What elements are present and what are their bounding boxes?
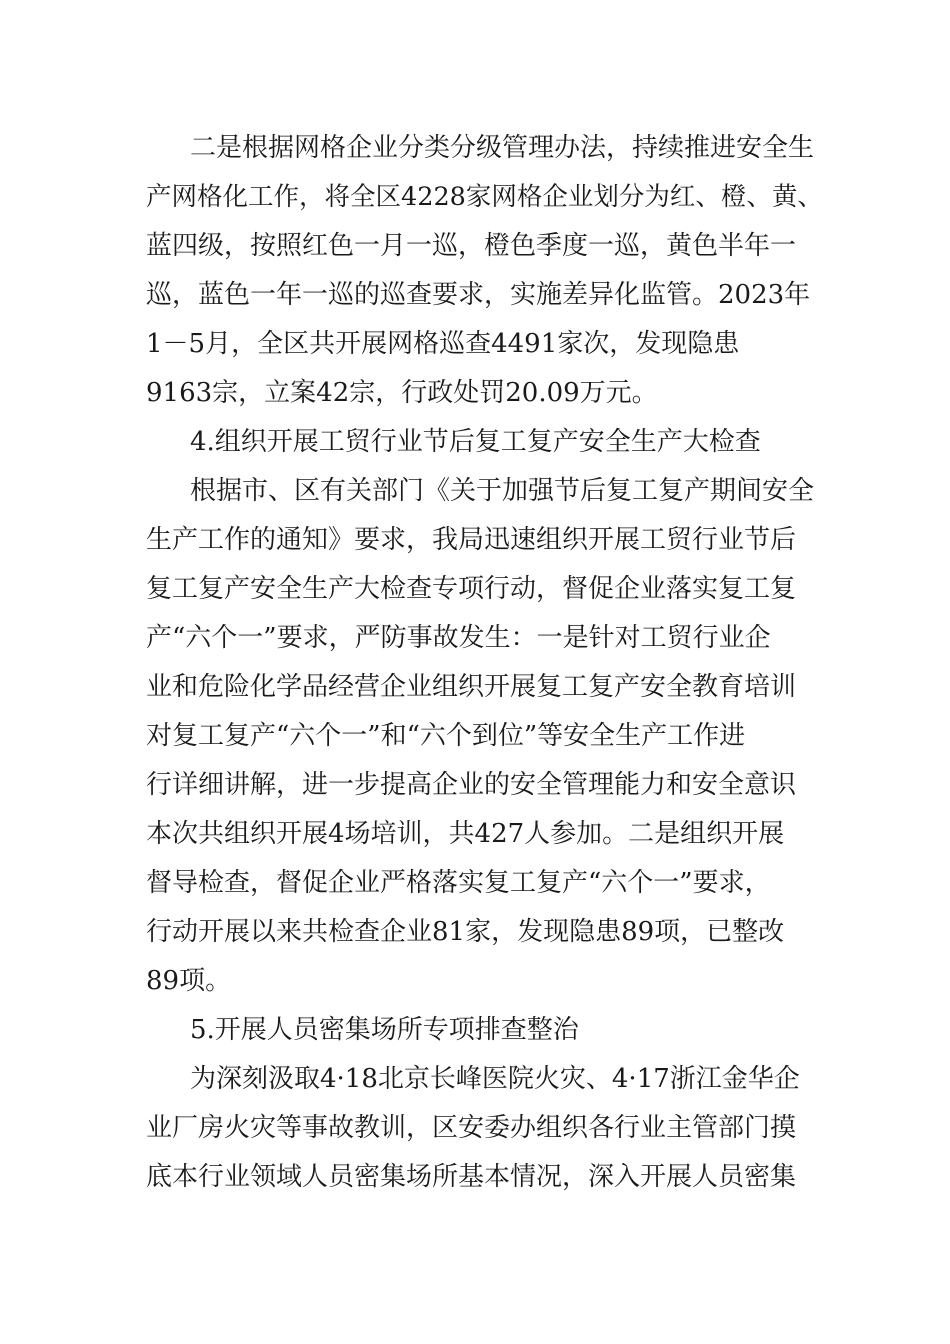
paragraph-line: 对复工复产“六个一”和“六个到位”等安全生产工作进 xyxy=(146,721,746,751)
paragraph-line: 89项。 xyxy=(146,966,232,996)
section-heading: 5.开展人员密集场所专项排查整治 xyxy=(190,1015,579,1045)
paragraph-line: 底本行业领域人员密集场所基本情况，深入开展人员密集 xyxy=(146,1162,797,1192)
paragraph-line: 为深刻汲取4·18北京长峰医院火灾、4·17浙江金华企 xyxy=(190,1064,800,1094)
paragraph-line: 产“六个一”要求，严防事故发生：一是针对工贸行业企 xyxy=(146,623,771,653)
section-heading: 4.组织开展工贸行业节后复工复产安全生产大检查 xyxy=(190,427,761,457)
paragraph-line: 复工复产安全生产大检查专项行动，督促企业落实复工复 xyxy=(146,574,797,604)
paragraph-line: 行动开展以来共检查企业81家，发现隐患89项，已整改 xyxy=(146,917,785,947)
paragraph-line: 根据市、区有关部门《关于加强节后复工复产期间安全 xyxy=(190,476,815,506)
paragraph-line: 业和危险化学品经营企业组织开展复工复产安全教育培训 xyxy=(146,672,797,702)
paragraph-line: 产网格化工作，将全区4228家网格企业划分为红、橙、黄、 xyxy=(146,182,823,212)
document-body xyxy=(146,124,826,1202)
paragraph-line: 蓝四级，按照红色一月一巡，橙色季度一巡，黄色半年一 xyxy=(146,231,797,261)
paragraph-line: 9163宗，立案42宗，行政处罚20.09万元。 xyxy=(146,378,658,408)
paragraph-line: 巡，蓝色一年一巡的巡查要求，实施差异化监管。2023年 xyxy=(146,280,811,310)
paragraph-line: 本次共组织开展4场培训，共427人参加。二是组织开展 xyxy=(146,819,785,849)
paragraph-line: 二是根据网格企业分类分级管理办法，持续推进安全生 xyxy=(190,133,815,163)
paragraph-line: 行详细讲解，进一步提高企业的安全管理能力和安全意识 xyxy=(146,770,797,800)
paragraph-line: 1－5月，全区共开展网格巡查4491家次，发现隐患 xyxy=(146,329,740,359)
paragraph-line: 生产工作的通知》要求，我局迅速组织开展工贸行业节后 xyxy=(146,525,797,555)
paragraph-line: 督导检查，督促企业严格落实复工复产“六个一”要求， xyxy=(146,868,771,898)
paragraph-line: 业厂房火灾等事故教训，区安委办组织各行业主管部门摸 xyxy=(146,1113,797,1143)
